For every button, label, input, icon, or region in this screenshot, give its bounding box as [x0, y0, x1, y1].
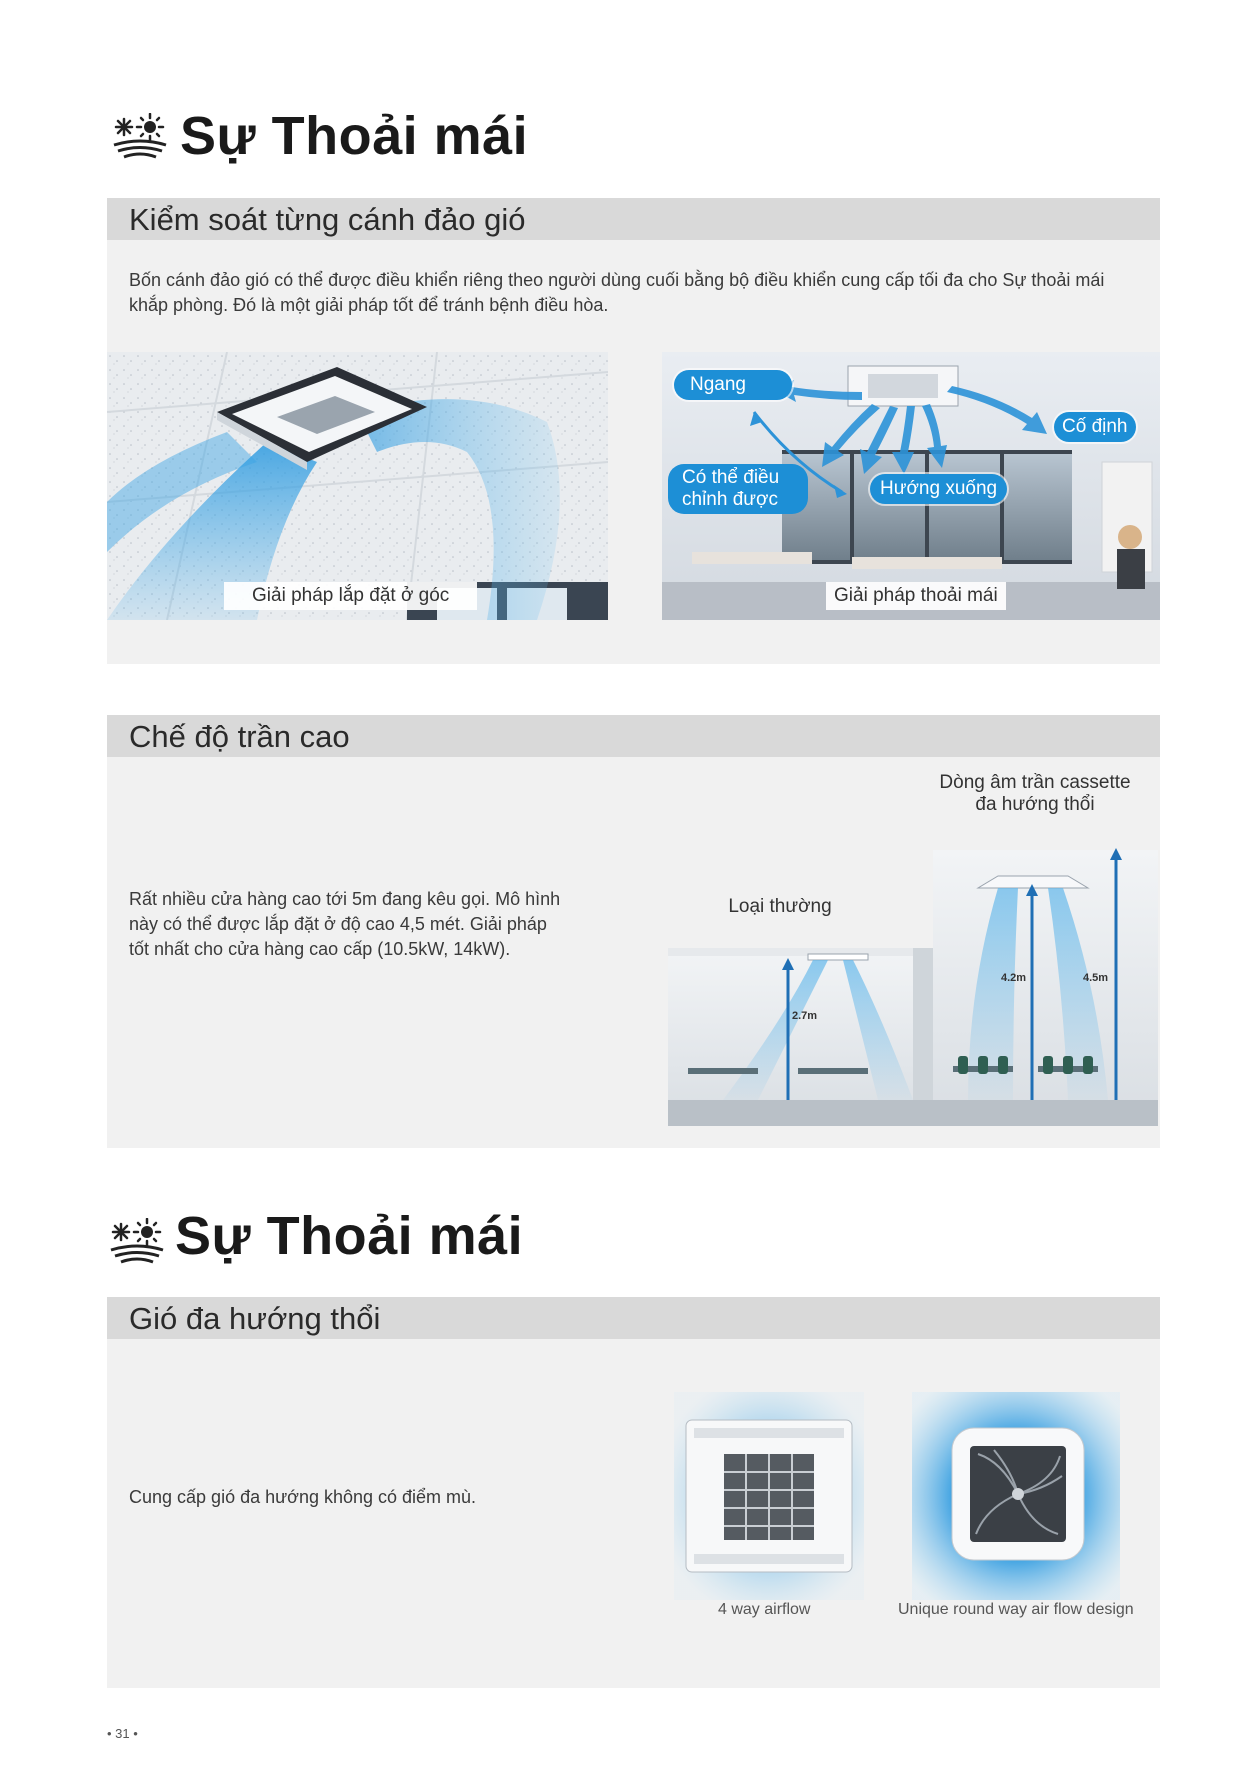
description-line: tốt nhất cho cửa hàng cao cấp (10.5kW, 14kW). — [129, 939, 511, 959]
ceiling-height-illustration — [668, 830, 1158, 1126]
label-standard-type: Loại thường — [728, 896, 832, 917]
caption-4way: 4 way airflow — [718, 1601, 811, 1618]
page-title: Sự Thoải mái — [180, 106, 529, 166]
section-header — [107, 1297, 1160, 1339]
description-line: Cung cấp gió đa hướng không có điểm mù. — [129, 1487, 477, 1507]
section-heading: Kiểm soát từng cánh đảo gió — [129, 202, 526, 237]
section-heading: Gió đa hướng thổi — [129, 1301, 381, 1336]
photo-caption: Giải pháp lắp đặt ở góc — [224, 582, 477, 610]
height-label-4-2m: 4.2m — [1001, 972, 1027, 984]
label-downward: Hướng xuống — [870, 474, 1007, 504]
comfort-icon — [107, 1218, 167, 1266]
four-way-unit-image — [664, 1392, 874, 1600]
description-line: Rất nhiều cửa hàng cao tới 5m đang kêu gọi. Mô hình — [129, 889, 561, 909]
height-label-2-7m: 2.7m — [792, 1010, 818, 1022]
description-line: khắp phòng. Đó là một giải pháp tốt để tránh bệnh điều hòa. — [129, 295, 609, 315]
section-header — [107, 198, 1160, 240]
page-title: Sự Thoải mái — [175, 1206, 524, 1266]
photo-office-airflow — [662, 352, 1160, 620]
photo-caption: Giải pháp thoải mái — [826, 582, 1006, 610]
label-cassette-line2: đa hướng thổi — [975, 794, 1095, 815]
height-label-4-5m: 4.5m — [1083, 972, 1109, 984]
label-adjustable — [668, 464, 808, 514]
section-heading: Chế độ trần cao — [129, 719, 350, 754]
comfort-icon — [110, 113, 170, 161]
caption-round-flow: Unique round way air flow design — [898, 1601, 1134, 1618]
description-line: Bốn cánh đảo gió có thể được điều khiển riêng theo người dùng cuối bằng bộ điều khiển cung cấp tối đa cho Sự thoải mái — [129, 270, 1105, 290]
photo-corner-install — [107, 352, 608, 620]
label-cassette-line1: Dòng âm trần cassette — [939, 772, 1131, 793]
label-horizontal: Ngang — [674, 370, 792, 400]
label-adjustable-line1: Có thể điều — [682, 467, 780, 488]
section-header — [107, 715, 1160, 757]
label-cassette-type — [920, 772, 1150, 816]
round-flow-unit-image — [912, 1392, 1120, 1600]
label-fixed: Cố định — [1054, 412, 1136, 442]
description-line: này có thể được lắp đặt ở độ cao 4,5 mét. Giải pháp — [129, 914, 547, 934]
page-number: • 31 • — [107, 1726, 138, 1741]
label-adjustable-line2: chỉnh được — [682, 489, 778, 510]
